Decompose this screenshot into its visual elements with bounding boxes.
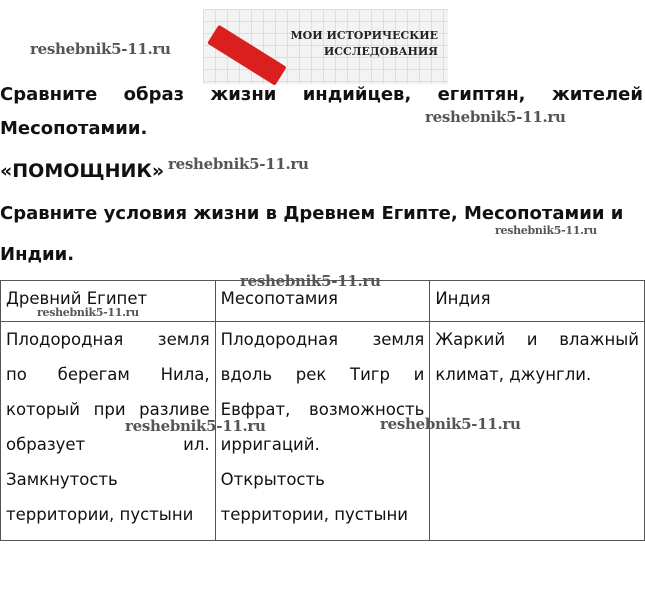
comparison-table: [0, 280, 645, 541]
table-row: [1, 322, 645, 541]
watermark: reshebnik5-11.ru: [37, 306, 139, 319]
watermark: reshebnik5-11.ru: [168, 155, 309, 173]
watermark: reshebnik5-11.ru: [380, 415, 521, 433]
cell-line: климат, джунгли.: [435, 365, 592, 384]
header-india: Индия: [430, 281, 645, 322]
task-line-1: Сравните образ жизни индийцев, египтян, жителей: [0, 84, 643, 105]
watermark: reshebnik5-11.ru: [240, 272, 381, 290]
pencil-icon: [207, 25, 287, 86]
header-egypt: Древний Египет: [1, 281, 216, 322]
cell-line: территории, пустыни: [6, 505, 194, 524]
watermark: reshebnik5-11.ru: [425, 108, 566, 126]
cell-line: Плодородная земля: [220, 330, 425, 349]
question-line-2: Индии.: [0, 244, 75, 265]
banner-line-1: МОИ ИСТОРИЧЕСКИЕ: [290, 29, 438, 42]
cell-line: Евфрат, возможность: [220, 400, 425, 419]
cell-line: который при разливе: [6, 400, 210, 419]
watermark: reshebnik5-11.ru: [125, 417, 266, 435]
banner-title: [290, 28, 438, 60]
header-mesopotamia: Месопотамия: [215, 281, 430, 322]
banner-line-2: ИССЛЕДОВАНИЯ: [323, 45, 438, 58]
watermark: reshebnik5-11.ru: [30, 40, 171, 58]
cell-line: вдоль рек Тигр и: [220, 365, 425, 384]
cell-line: ирригаций.: [220, 435, 320, 454]
cell-line: по берегам Нила,: [6, 365, 210, 384]
task-line-2: Месопотамии.: [0, 118, 148, 139]
cell-line: Замкнутость: [6, 470, 118, 489]
cell-line: Жаркий и влажный: [435, 330, 639, 349]
cell-line: образует ил.: [6, 435, 210, 454]
cell-line: территории, пустыни: [220, 505, 408, 524]
question-line-1: Сравните условия жизни в Древнем Египте, Месопотамии и: [0, 203, 624, 224]
banner: [203, 9, 448, 84]
cell-line: Открытость: [220, 470, 325, 489]
cell-line: Плодородная земля: [6, 330, 210, 349]
watermark: reshebnik5-11.ru: [495, 224, 597, 237]
helper-heading: «ПОМОЩНИК»: [0, 160, 165, 182]
